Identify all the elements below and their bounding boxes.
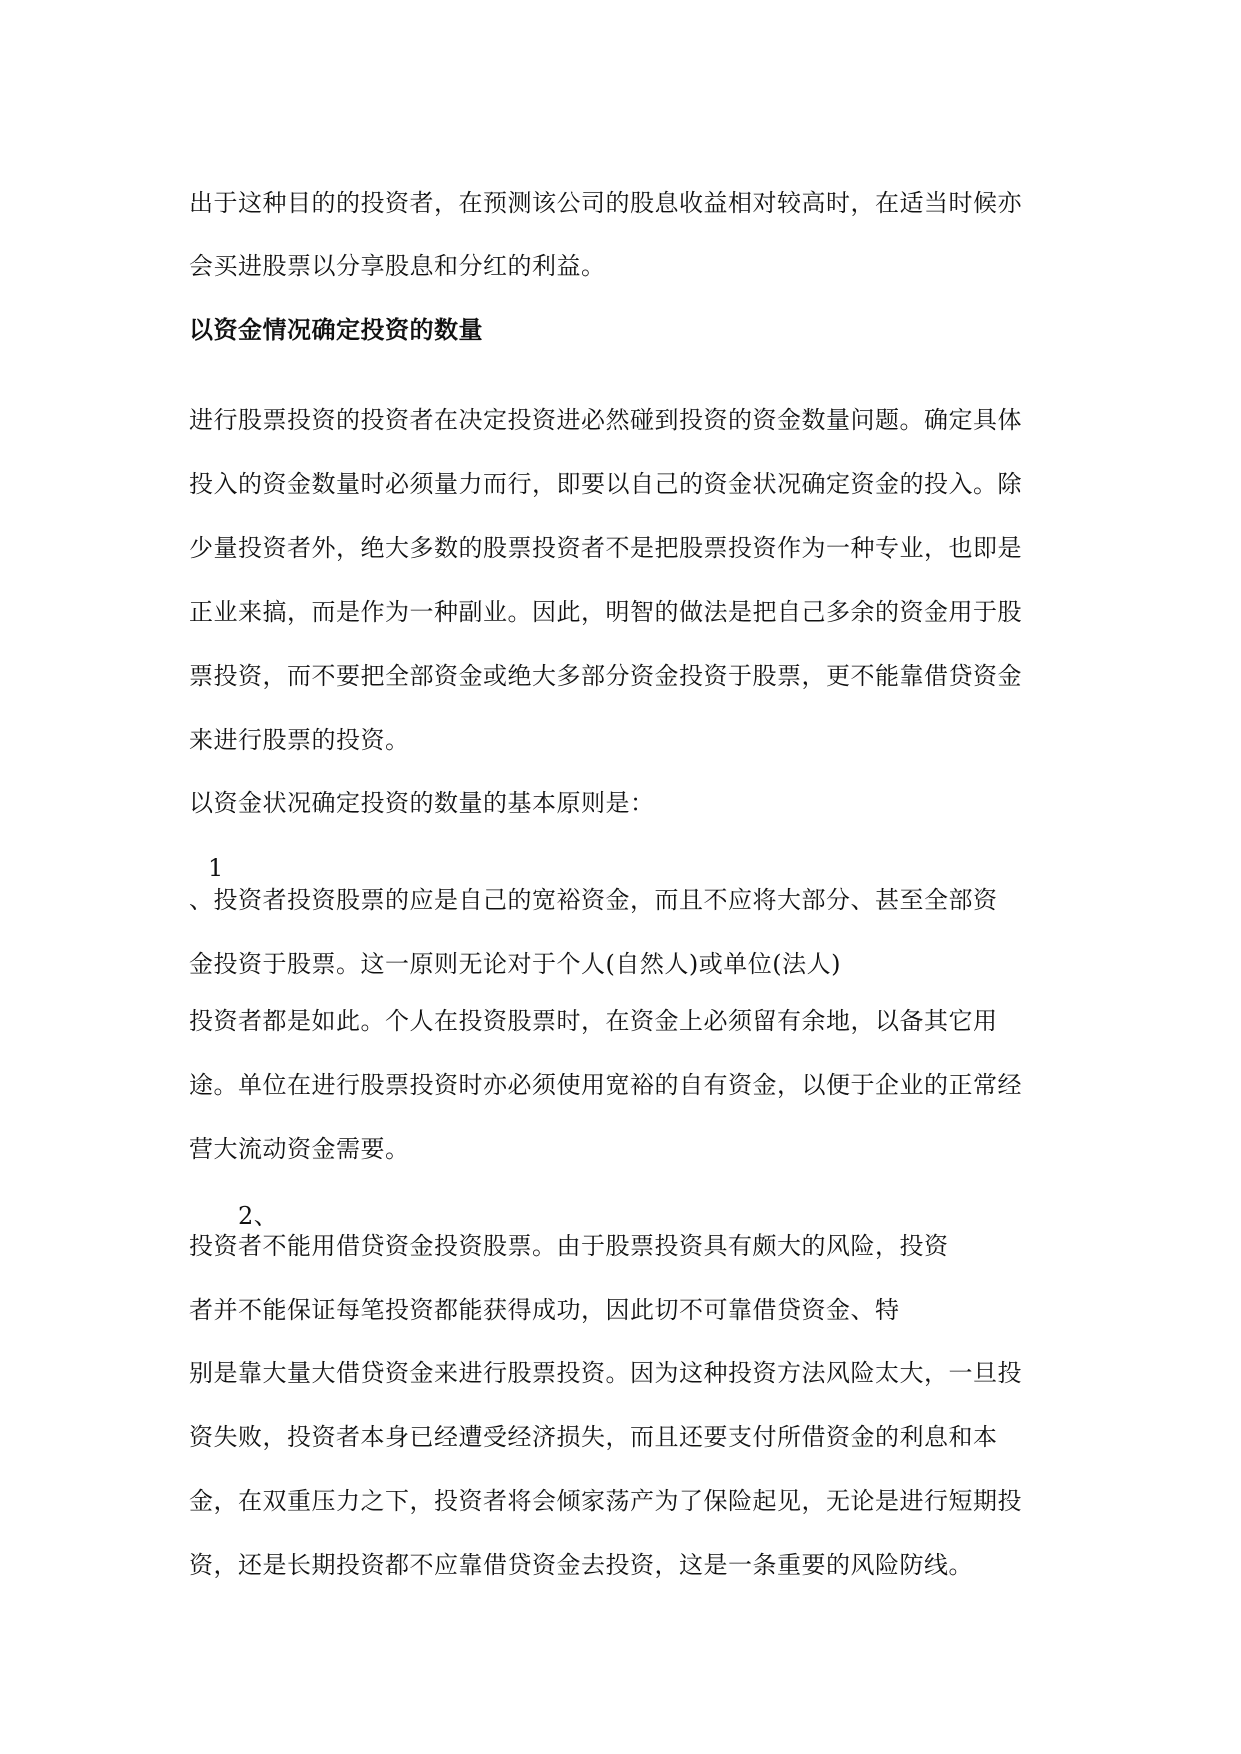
paragraph-line: 资失败，投资者本身已经遭受经济损失，而且还要支付所借资金的利息和本 xyxy=(189,1423,998,1451)
paragraph-line: 营大流动资金需要。 xyxy=(189,1135,410,1163)
section-heading: 以资金情况确定投资的数量 xyxy=(189,315,483,344)
paragraph-line: 会买进股票以分享股息和分红的利益。 xyxy=(189,252,606,280)
paragraph-line: 来进行股票的投资。 xyxy=(189,726,410,754)
paragraph-line: 票投资，而不要把全部资金或绝大多部分资金投资于股票，更不能靠借贷资金 xyxy=(189,662,1022,690)
paragraph-line: 进行股票投资的投资者在决定投资进必然碰到投资的资金数量问题。确定具体 xyxy=(189,406,1022,434)
paragraph-line: 出于这种目的的投资者，在预测该公司的股息收益相对较高时，在适当时候亦 xyxy=(189,189,1022,217)
paragraph-line: 投资者都是如此。个人在投资股票时，在资金上必须留有余地，以备其它用 xyxy=(189,1007,998,1035)
paragraph-line: 正业来搞，而是作为一种副业。因此，明智的做法是把自己多余的资金用于股 xyxy=(189,598,1022,626)
paragraph-line: 少量投资者外，绝大多数的股票投资者不是把股票投资作为一种专业，也即是 xyxy=(189,534,1022,562)
paragraph-line: 投入的资金数量时必须量力而行，即要以自己的资金状况确定资金的投入。除 xyxy=(189,470,1022,498)
list-number: 2、 xyxy=(238,1202,279,1230)
paragraph-line: 途。单位在进行股票投资时亦必须使用宽裕的自有资金，以便于企业的正常经 xyxy=(189,1071,1022,1099)
paragraph-line: 资，还是长期投资都不应靠借贷资金去投资，这是一条重要的风险防线。 xyxy=(189,1551,973,1579)
paragraph-line: 别是靠大量大借贷资金来进行股票投资。因为这种投资方法风险太大，一旦投 xyxy=(189,1359,1022,1387)
paragraph-line: 金投资于股票。这一原则无论对于个人(自然人)或单位(法人) xyxy=(189,950,841,978)
paragraph-line: 投资者不能用借贷资金投资股票。由于股票投资具有颇大的风险，投资 xyxy=(189,1232,949,1260)
list-number: 1 xyxy=(208,854,224,882)
paragraph-line: 金，在双重压力之下，投资者将会倾家荡产为了保险起见，无论是进行短期投 xyxy=(189,1487,1022,1515)
paragraph-line: 以资金状况确定投资的数量的基本原则是： xyxy=(189,789,655,817)
paragraph-line: 者并不能保证每笔投资都能获得成功，因此切不可靠借贷资金、特 xyxy=(189,1296,900,1324)
paragraph-line: 、投资者投资股票的应是自己的宽裕资金，而且不应将大部分、甚至全部资 xyxy=(189,886,998,914)
